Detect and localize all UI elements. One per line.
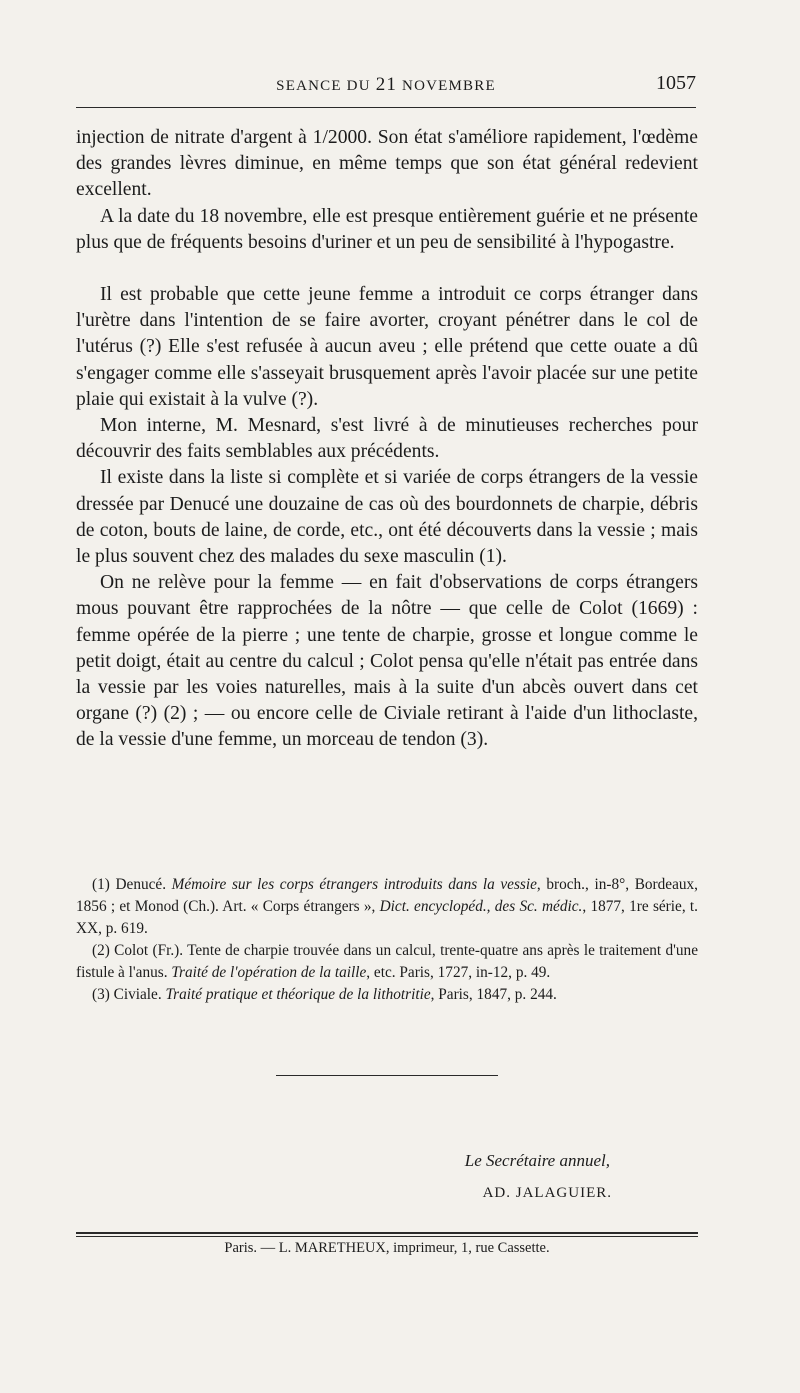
paragraph: A la date du 18 novembre, elle est presque entièrement guérie et ne présente plus que de fréquents besoins d'uriner et un peu de sensibilité à l'hypogastre. (76, 205, 698, 253)
footer-divider (76, 1232, 698, 1234)
body-text (76, 125, 698, 754)
page-number: 1057 (656, 72, 696, 94)
signature-title: Le Secrétaire annuel, (464, 1151, 610, 1170)
footnotes (76, 874, 698, 1006)
footer-divider-thin (76, 1236, 698, 1237)
running-title: SEANCE DU 21 NOVEMBRE (276, 74, 496, 95)
signature-name: AD. JALAGUIER. (482, 1185, 612, 1201)
footnote-1: (1) Denucé. Mémoire sur les corps étrangers introduits dans la vessie, broch., in-8°, Bordeaux, 1856 ; et Monod (Ch.). Art. « Corps étrangers », Dict. encyclopéd., des Sc. médic., 1877, 1re série, t. XX, p. 619. (76, 876, 698, 937)
paragraph: Il existe dans la liste si complète et si variée de corps étrangers de la vessie dressée par Denucé une douzaine de cas où des bourdonnets de charpie, débris de coton, bouts de laine, de corde, etc., ont été découverts dans la vessie ; mais le plus souvent chez des malades du sexe masculin (1). (76, 467, 698, 568)
running-head (76, 72, 696, 98)
paragraph: Mon interne, M. Mesnard, s'est livré à de minutieuses recherches pour découvrir des faits semblables aux précédents. (76, 415, 698, 463)
paragraph: injection de nitrate d'argent à 1/2000. Son état s'améliore rapidement, l'œdème des grandes lèvres diminue, en même temps que son état général redevient excellent. (76, 127, 698, 201)
printer-imprint: Paris. — L. MARETHEUX, imprimeur, 1, rue Cassette. (224, 1240, 550, 1256)
paragraph: On ne relève pour la femme — en fait d'observations de corps étrangers mous pouvant être rapprochées de la nôtre — que celle de Colot (1669) : femme opérée de la pierre ; une tente de charpie, grosse et longue comme le petit doigt, était au centre du calcul ; Colot pensa qu'elle n'était pas entrée dans la vessie par les voies naturelles, mais à la suite d'un abcès ouvert dans cet organe (?) (2) ; — ou encore celle de Civiale retirant à l'aide d'un lithoclaste, de la vessie d'une femme, un morceau de tendon (3). (76, 572, 698, 751)
paragraph: Il est probable que cette jeune femme a introduit ce corps étranger dans l'urètre dans l'intention de se faire avorter, croyant pénétrer dans le col de l'utérus (?) Elle s'est refusée à aucun aveu ; elle prétend que cette ouate a dû s'engager comme elle s'asseyait brusquement après l'avoir placée sur une petite plaie qui existait à la vulve (?). (76, 284, 698, 410)
footnote-3: (3) Civiale. Traité pratique et théorique de la lithotritie, Paris, 1847, p. 244. (92, 986, 557, 1003)
section-divider (276, 1075, 498, 1076)
footnote-2: (2) Colot (Fr.). Tente de charpie trouvée dans un calcul, trente-quatre ans après le traitement d'une fistule à l'anus. Traité de l'opération de la taille, etc. Paris, 1727, in-12, p. 49. (76, 942, 698, 981)
header-divider (76, 107, 696, 108)
